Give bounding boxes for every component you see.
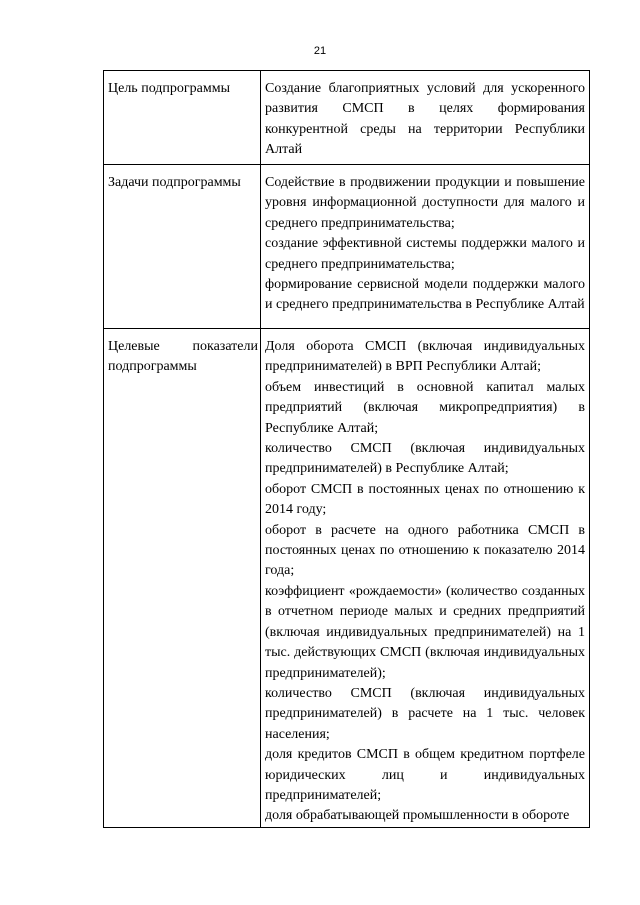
- row-label-tasks: Задачи подпрограммы: [104, 165, 261, 329]
- indicator-paragraph: объем инвестиций в основной капитал малых предприятий (включая микропредприятия) в Республике Алтай;: [265, 379, 585, 436]
- indicator-paragraph: доля кредитов СМСП в общем кредитном портфеле юридических лиц и индивидуальных предпринимателей;: [265, 747, 585, 803]
- indicator-paragraph: оборот СМСП в постоянных ценах по отношению к 2014 году;: [265, 481, 585, 518]
- row-value-goal: [261, 71, 590, 165]
- table-row-goal: [104, 71, 590, 165]
- page-number: 21: [313, 45, 327, 57]
- table-row-indicators: [104, 329, 590, 828]
- task-paragraph: Содействие в продвижении продукции и повышение уровня информационной доступности для малого и среднего предпринимательства;: [265, 175, 585, 231]
- table-row-tasks: [104, 165, 590, 329]
- indicator-paragraph: оборот в расчете на одного работника СМСП в постоянных ценах по отношению к показателю 2014 года;: [265, 522, 585, 579]
- indicator-paragraph: количество СМСП (включая индивидуальных предпринимателей) в Республике Алтай;: [265, 441, 585, 477]
- row-label-goal: Цель подпрограммы: [104, 71, 261, 165]
- task-paragraph: формирование сервисной модели поддержки малого и среднего предпринимательства в Республике Алтай: [265, 277, 585, 313]
- indicator-paragraph: количество СМСП (включая индивидуальных предпринимателей) в расчете на 1 тыс. человек населения;: [265, 685, 585, 742]
- indicator-paragraph: коэффициент «рождаемости» (количество созданных в отчетном периоде малых и средних предприятий (включая индивидуальных предпринимателей) на 1 тыс. действующих СМСП (включая индивидуальных предпринимателей);: [265, 583, 585, 681]
- row-label-indicators: Целевые показатели подпрограммы: [104, 329, 261, 828]
- task-paragraph: создание эффективной системы поддержки малого и среднего предпринимательства;: [265, 236, 585, 272]
- row-value-indicators: [261, 329, 590, 828]
- row-value-tasks: [261, 165, 590, 329]
- indicator-paragraph: Доля оборота СМСП (включая индивидуальных предпринимателей) в ВРП Республики Алтай;: [265, 339, 585, 375]
- indicator-paragraph: доля обрабатывающей промышленности в обороте: [265, 808, 570, 824]
- goal-paragraph: Создание благоприятных условий для ускоренного развития СМСП в целях формирования конкурентной среды на территории Республики Алтай: [265, 81, 585, 158]
- subprogram-passport-table: [103, 70, 590, 828]
